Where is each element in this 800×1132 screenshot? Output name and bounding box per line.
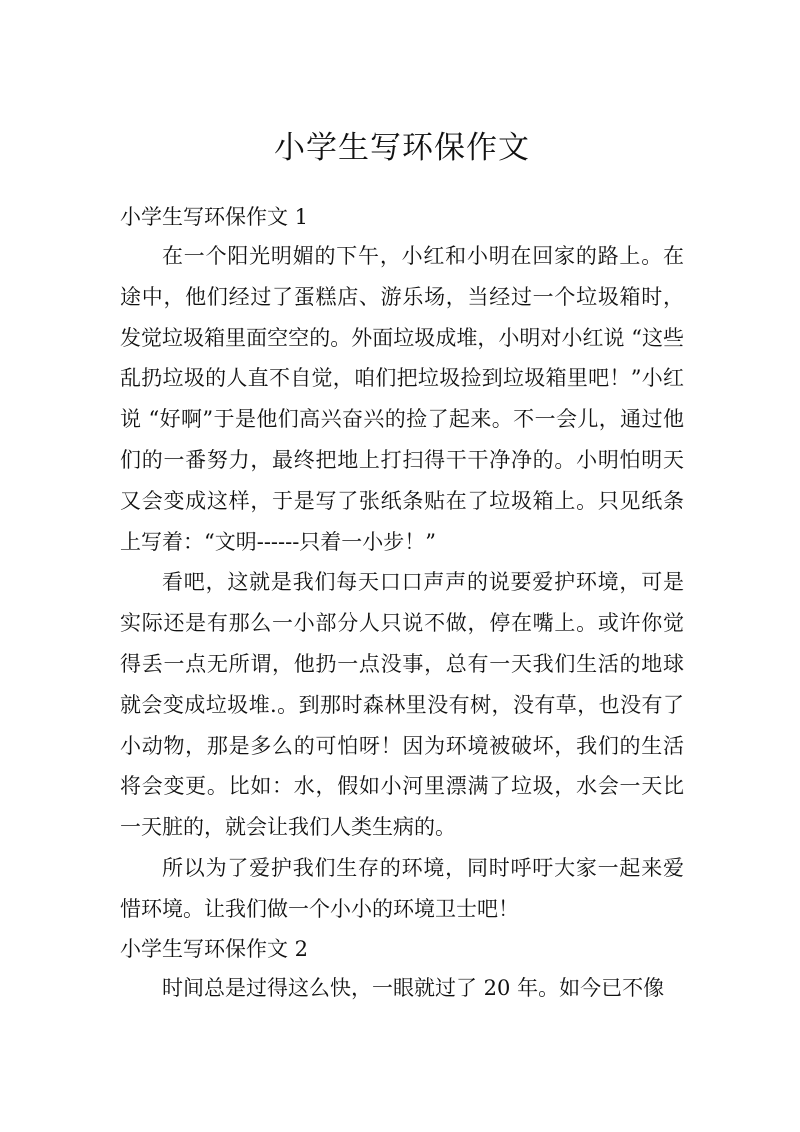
- essay-section-2: [120, 930, 684, 1009]
- section-heading: 小学生写环保作文 2: [120, 936, 309, 961]
- paragraph: 看吧，这就是我们每天口口声声的说要爱护环境，可是实际还是有那么一小部分人只说不做，停在嘴上。或许你觉得丢一点无所谓，他扔一点没事，总有一天我们生活的地球就会变成垃圾堆.。到那时森林里没有树，没有草，也没有了小动物，那是多么的可怕呀！因为环境被破坏，我们的生活将会变更。比如：水，假如小河里漂满了垃圾，水会一天比一天脏的，就会让我们人类生病的。: [120, 570, 684, 840]
- document-title: 小学生写环保作文: [274, 130, 530, 166]
- section-heading: 小学生写环保作文 1: [120, 205, 309, 229]
- paragraph: 时间总是过得这么快，一眼就过了 20 年。如今已不像: [162, 975, 665, 1000]
- paragraph: 在一个阳光明媚的下午，小红和小明在回家的路上。在途中，他们经过了蛋糕店、游乐场，当经过一个垃圾箱时，发觉垃圾箱里面空空的。外面垃圾成堆，小明对小红说 “这些乱扔垃圾的人直不自觉，咱们把垃圾捡到垃圾箱里吧！”小红说 “好啊”于是他们高兴奋兴的捡了起来。不一会儿，通过他们的一番努力，最终把地上打扫得干干净净的。小明怕明天又会变成这样，于是写了张纸条贴在了垃圾箱上。只见纸条上写着：“文明------只着一小步！”: [120, 244, 684, 554]
- paragraph: 所以为了爱护我们生存的环境，同时呼吁大家一起来爱惜环境。让我们做一个小小的环境卫士吧！: [120, 855, 684, 921]
- essay-section-1: [120, 198, 684, 930]
